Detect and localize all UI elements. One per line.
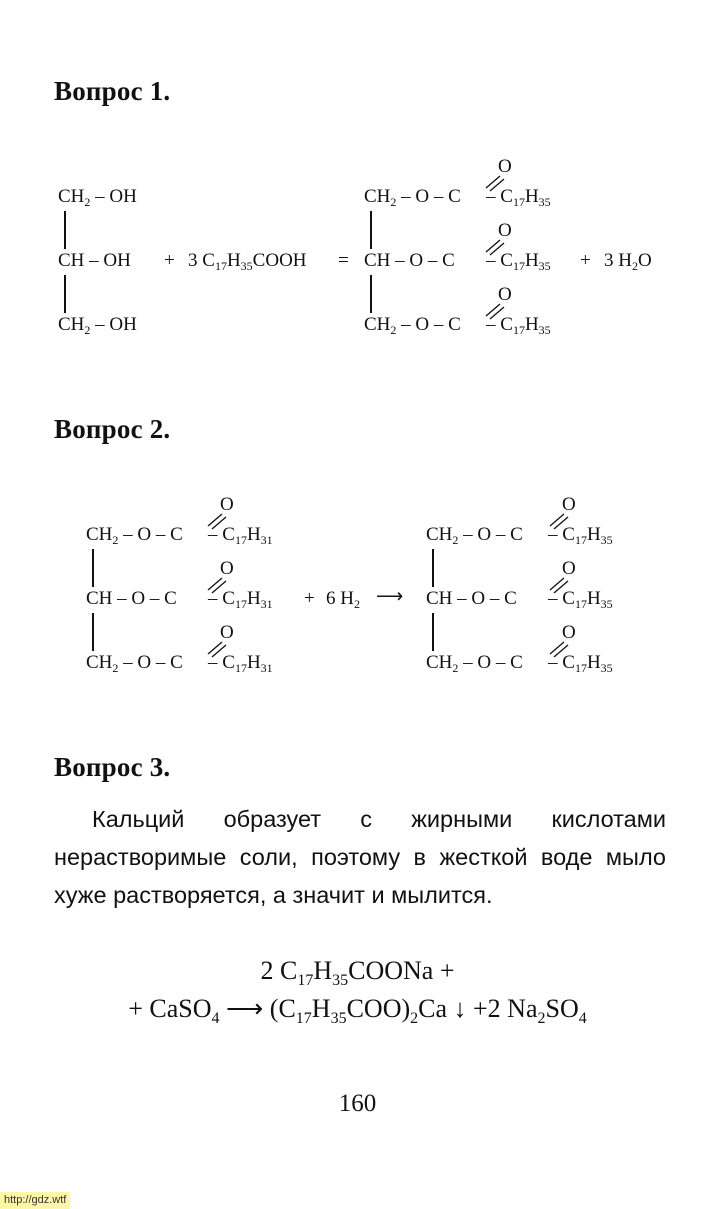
q1-plus: +	[164, 250, 175, 271]
q2-left-oxygen-2: O	[220, 558, 234, 579]
question-1-heading: Вопрос 1.	[54, 76, 171, 106]
q2-plus: +	[304, 588, 315, 609]
q3-equation-line-2: + CaSO$_4$ ⟶ $(C_{17}H_{35}COO)_2Ca$ ↓ +2 $Na_2SO_4$	[128, 994, 587, 1027]
q1-oxygen-1: O	[498, 156, 512, 177]
q1-chain-1: – $C_{17}H_{35}$	[486, 186, 551, 209]
q1-plus-water: +	[580, 250, 591, 271]
q2-right-row-3: $CH_2$ – O – C	[426, 652, 523, 675]
q2-left-chain-2: – $C_{17}H_{31}$	[208, 588, 273, 611]
q2-right-row-1: $CH_2$ – O – C	[426, 524, 523, 547]
q2-right-chain-2: – $C_{17}H_{35}$	[548, 588, 613, 611]
q1-chain-2: – $C_{17}H_{35}$	[486, 250, 551, 273]
q3-equation-line-1: 2 $C_{17}H_{35}COONa$ +	[260, 956, 455, 989]
q2-right-chain-3: – $C_{17}H_{35}$	[548, 652, 613, 675]
q1-ester-row-3: $CH_2$ – O – C	[364, 314, 461, 337]
page-number: 160	[338, 1090, 377, 1117]
q1-oxygen-2: O	[498, 220, 512, 241]
q2-left-chain-3: – $C_{17}H_{31}$	[208, 652, 273, 675]
q1-stearic-acid: 3 $C_{17}H_{35}COOH$	[188, 250, 307, 273]
q1-glycerol-ch2-top: $CH_2$ – OH	[58, 186, 137, 209]
q2-left-row-2: CH – O – C	[86, 588, 177, 609]
q2-right-oxygen-3: O	[562, 622, 576, 643]
q2-hydrogen: 6 $H_2$	[326, 588, 360, 611]
q2-arrow: ⟶	[376, 586, 404, 607]
q2-left-oxygen-1: O	[220, 494, 234, 515]
q2-right-row-2: CH – O – C	[426, 588, 517, 609]
q1-chain-3: – $C_{17}H_{35}$	[486, 314, 551, 337]
q1-oxygen-3: O	[498, 284, 512, 305]
q1-water: 3 $H_2O$	[604, 250, 652, 273]
q2-right-oxygen-2: O	[562, 558, 576, 579]
q1-glycerol-ch: CH – OH	[58, 250, 131, 271]
watermark-link[interactable]: http://gdz.wtf	[0, 1192, 70, 1209]
q1-equals: =	[338, 250, 349, 271]
q2-right-oxygen-1: O	[562, 494, 576, 515]
q1-glycerol-ch2-bottom: $CH_2$ – OH	[58, 314, 137, 337]
question-3-heading: Вопрос 3.	[54, 752, 171, 782]
q2-left-oxygen-3: O	[220, 622, 234, 643]
q3-explanation: Кальций образует с жирными кислотами нерастворимые соли, поэтому в жесткой воде мыло хуже растворяется, а значит и мылится.	[54, 806, 666, 908]
q2-left-row-1: $CH_2$ – O – C	[86, 524, 183, 547]
q1-ester-row-2: CH – O – C	[364, 250, 455, 271]
q2-left-chain-1: – $C_{17}H_{31}$	[208, 524, 273, 547]
q2-left-row-3: $CH_2$ – O – C	[86, 652, 183, 675]
question-2-heading: Вопрос 2.	[54, 414, 171, 444]
q2-right-chain-1: – $C_{17}H_{35}$	[548, 524, 613, 547]
q1-ester-row-1: $CH_2$ – O – C	[364, 186, 461, 209]
